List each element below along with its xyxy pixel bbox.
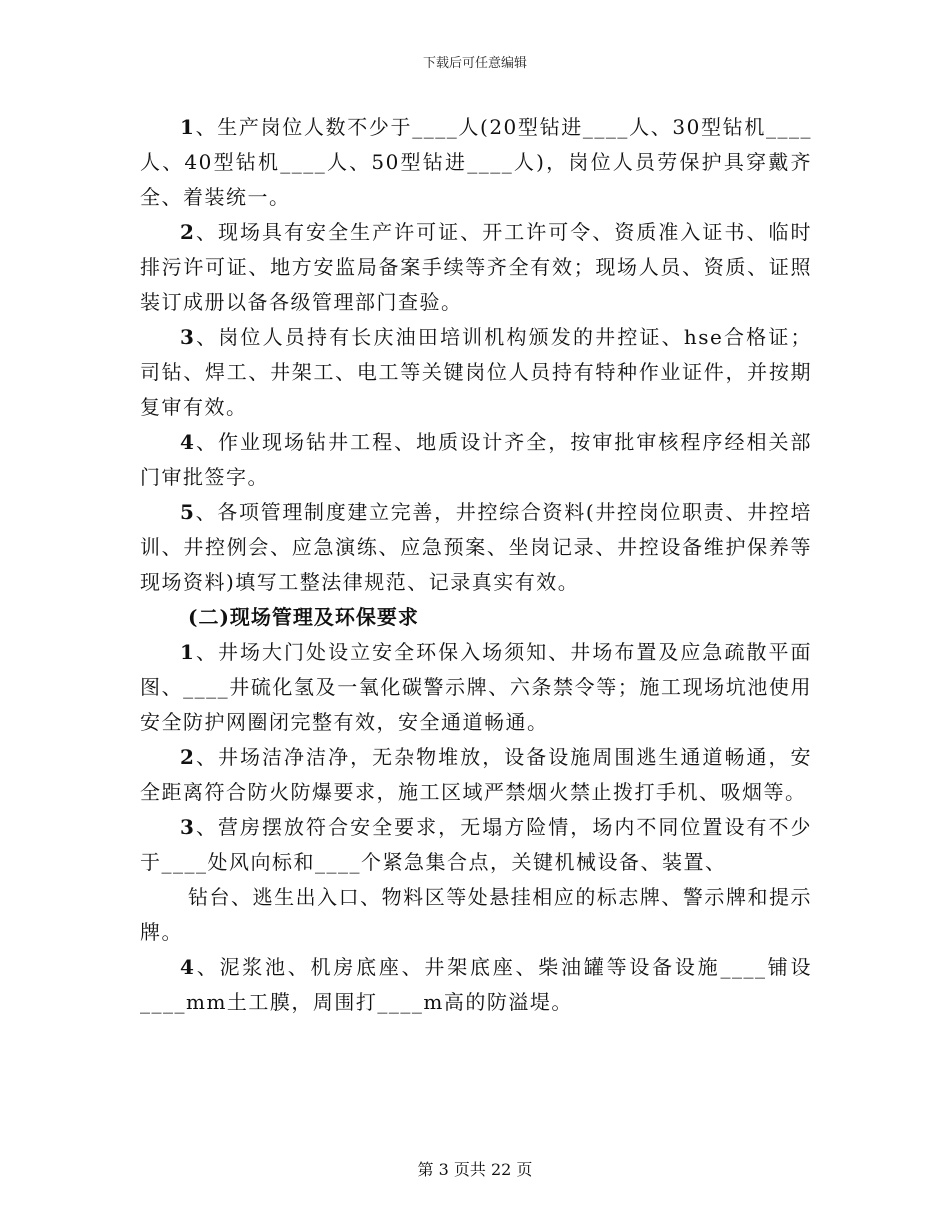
page-footer: 第 3 页共 22 页: [417, 1160, 533, 1179]
list-item: [140, 110, 812, 215]
list-item: [140, 950, 812, 1020]
item-number: 3: [180, 325, 196, 349]
item-number: 3: [180, 815, 196, 839]
item-text: 、营房摆放符合安全要求，无塌方险情，场内不同位置设有不少于____处风向标和____个紧急集合点，关键机械设备、装置、: [140, 815, 812, 874]
item-number: 1: [180, 640, 196, 664]
list-item: [140, 635, 812, 740]
section-heading: (二)现场管理及环保要求: [188, 605, 419, 629]
item-number: 2: [180, 220, 196, 244]
list-item: [140, 810, 812, 880]
list-item-continuation: 钻台、逃生出入口、物料区等处悬挂相应的标志牌、警示牌和提示牌。: [140, 885, 812, 944]
list-item: [140, 495, 812, 600]
item-text: 、生产岗位人数不少于____人(20型钻进____人、30型钻机____人、40型钻机____人、50型钻进____人)，岗位人员劳保护具穿戴齐全、着装统一。: [140, 115, 812, 209]
item-text: 、作业现场钻井工程、地质设计齐全，按审批审核程序经相关部门审批签字。: [140, 430, 812, 489]
list-item: [140, 320, 812, 425]
item-number: 4: [180, 430, 196, 454]
item-text: 、泥浆池、机房底座、井架底座、柴油罐等设备设施____铺设____mm土工膜，周围打____m高的防溢堤。: [140, 955, 812, 1014]
item-number: 5: [180, 500, 196, 524]
item-text: 、井场大门处设立安全环保入场须知、井场布置及应急疏散平面图、____井硫化氢及一氧化碳警示牌、六条禁令等；施工现场坑池使用安全防护网圈闭完整有效，安全通道畅通。: [140, 640, 812, 734]
list-item: [140, 215, 812, 320]
item-number: 2: [180, 745, 196, 769]
item-text: 、井场洁净洁净，无杂物堆放，设备设施周围逃生通道畅通，安全距离符合防火防爆要求，施工区域严禁烟火禁止拨打手机、吸烟等。: [140, 745, 812, 804]
item-number: 1: [180, 115, 196, 139]
item-text: 、各项管理制度建立完善，井控综合资料(井控岗位职责、井控培训、井控例会、应急演练、应急预案、坐岗记录、井控设备维护保养等现场资料)填写工整法律规范、记录真实有效。: [140, 500, 812, 594]
list-item: [140, 425, 812, 495]
item-text: 、岗位人员持有长庆油田培训机构颁发的井控证、hse合格证；司钻、焊工、井架工、电工等关键岗位人员持有特种作业证件，并按期复审有效。: [140, 325, 812, 419]
document-body: [140, 110, 812, 1020]
list-item: [140, 740, 812, 810]
item-number: 4: [180, 955, 196, 979]
item-text: 、现场具有安全生产许可证、开工许可令、资质准入证书、临时排污许可证、地方安监局备案手续等齐全有效；现场人员、资质、证照装订成册以备各级管理部门查验。: [140, 220, 812, 314]
page-header: 下载后可任意编辑: [422, 56, 527, 71]
